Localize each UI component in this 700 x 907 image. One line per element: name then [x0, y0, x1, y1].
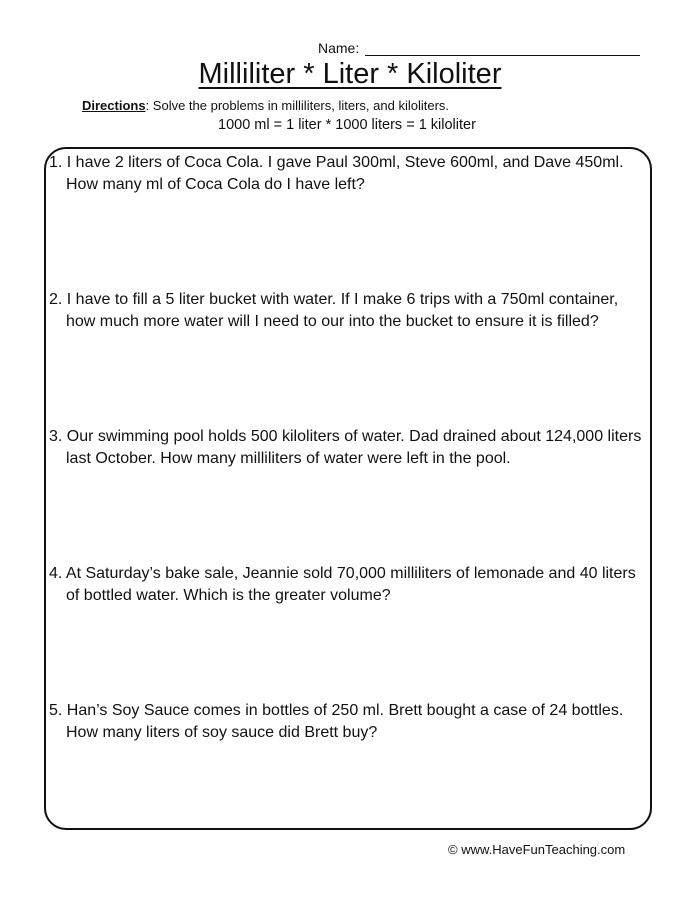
worksheet-title: Milliliter * Liter * Kiloliter	[198, 58, 502, 90]
problem-2-line-2: how much more water will I need to our into the bucket to ensure it is filled?	[66, 313, 599, 330]
problem-1	[49, 152, 649, 196]
directions-label: Directions	[82, 98, 146, 113]
problem-3-line-1: 3. Our swimming pool holds 500 kiloliters of water. Dad drained about 124,000 liters	[49, 428, 642, 445]
problem-3	[49, 426, 649, 470]
problem-4-line-2: of bottled water. Which is the greater volume?	[66, 587, 391, 604]
problem-4-line-1: 4. At Saturday’s bake sale, Jeannie sold 70,000 milliliters of lemonade and 40 liters	[49, 565, 636, 582]
conversion-formula: 1000 ml = 1 liter * 1000 liters = 1 kiloliter	[218, 117, 476, 133]
problem-5-line-2: How many liters of soy sauce did Brett buy?	[66, 724, 378, 741]
problem-2-line-1: 2. I have to fill a 5 liter bucket with water. If I make 6 trips with a 750ml container,	[49, 291, 619, 308]
name-label: Name:	[318, 40, 360, 56]
problem-5	[49, 700, 649, 744]
name-field-line[interactable]	[365, 40, 640, 56]
directions-text: : Solve the problems in milliliters, liters, and kiloliters.	[145, 98, 450, 113]
problem-4	[49, 563, 649, 607]
problem-5-line-1: 5. Han’s Soy Sauce comes in bottles of 250 ml. Brett bought a case of 24 bottles.	[49, 702, 624, 719]
problem-1-line-1: 1. I have 2 liters of Coca Cola. I gave Paul 300ml, Steve 600ml, and Dave 450ml.	[49, 154, 624, 171]
name-row	[318, 40, 640, 56]
problem-1-line-2: How many ml of Coca Cola do I have left?	[66, 176, 365, 193]
problem-3-line-2: last October. How many milliliters of water were left in the pool.	[66, 450, 511, 467]
problem-2	[49, 289, 649, 333]
directions	[82, 98, 449, 113]
copyright-footer[interactable]: © www.HaveFunTeaching.com	[448, 842, 626, 857]
